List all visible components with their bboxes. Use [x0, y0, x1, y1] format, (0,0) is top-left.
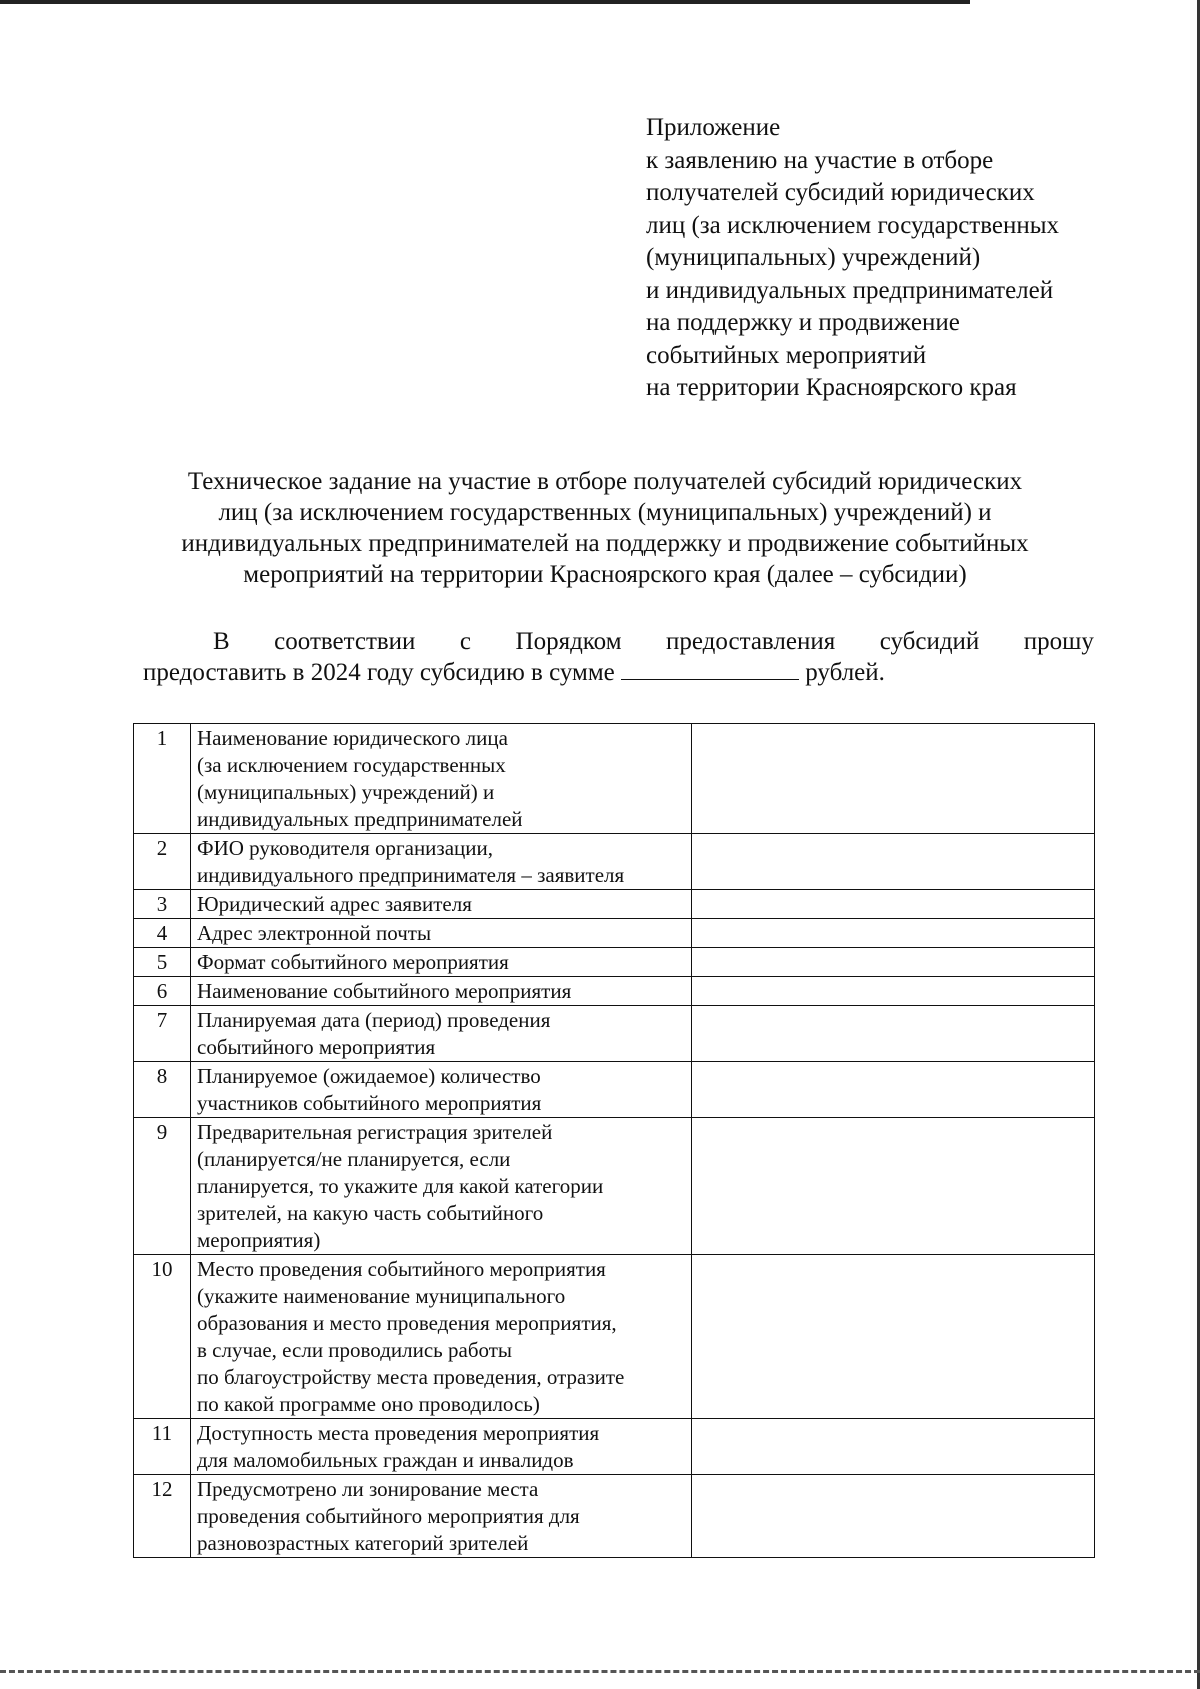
table-row — [134, 724, 1095, 834]
row-number: 5 — [134, 948, 191, 977]
row-number: 10 — [134, 1255, 191, 1419]
row-value-cell[interactable] — [692, 1475, 1095, 1558]
row-number: 9 — [134, 1118, 191, 1255]
title-line: Техническое задание на участие в отборе получателей субсидий юридических — [187, 468, 1023, 495]
request-line-2 — [143, 657, 1094, 688]
row-label: Формат событийного мероприятия — [191, 948, 692, 977]
request-word: В — [213, 628, 230, 655]
row-value-cell[interactable] — [692, 919, 1095, 948]
table-row — [134, 1475, 1095, 1558]
request-word: субсидий — [879, 628, 980, 655]
appendix-line: к заявлению на участие в отборе — [646, 146, 994, 174]
table-row — [134, 1118, 1095, 1255]
table-row — [134, 834, 1095, 890]
row-number: 2 — [134, 834, 191, 890]
row-label: Адрес электронной почты — [191, 919, 692, 948]
row-value-cell[interactable] — [692, 1118, 1095, 1255]
document-title — [130, 466, 1080, 590]
request-text-after: рублей. — [799, 659, 885, 686]
table-row — [134, 977, 1095, 1006]
row-number: 3 — [134, 890, 191, 919]
row-number: 1 — [134, 724, 191, 834]
scan-edge-bottom — [0, 1670, 1200, 1673]
row-label: Доступность места проведения мероприятия для маломобильных граждан и инвалидов — [191, 1419, 692, 1475]
title-line: мероприятий на территории Красноярского края (далее – субсидии) — [243, 561, 967, 588]
row-value-cell[interactable] — [692, 977, 1095, 1006]
row-value-cell[interactable] — [692, 1255, 1095, 1419]
row-label: Предварительная регистрация зрителей (планируется/не планируется, если планируется, то укажите для какой категории зрителей, на какую часть событийного мероприятия) — [191, 1118, 692, 1255]
appendix-line: и индивидуальных предпринимателей — [646, 276, 1054, 304]
row-value-cell[interactable] — [692, 724, 1095, 834]
request-word: предоставления — [666, 628, 836, 655]
scan-edge-top — [0, 0, 970, 4]
row-label: Наименование событийного мероприятия — [191, 977, 692, 1006]
table-row — [134, 1006, 1095, 1062]
row-value-cell[interactable] — [692, 1419, 1095, 1475]
row-label: Планируемое (ожидаемое) количество участников событийного мероприятия — [191, 1062, 692, 1118]
row-label: ФИО руководителя организации, индивидуального предпринимателя – заявителя — [191, 834, 692, 890]
row-value-cell[interactable] — [692, 834, 1095, 890]
row-label: Планируемая дата (период) проведения событийного мероприятия — [191, 1006, 692, 1062]
table-row — [134, 1419, 1095, 1475]
request-line-1 — [143, 626, 1094, 657]
row-number: 4 — [134, 919, 191, 948]
appendix-line: на территории Красноярского края — [646, 374, 1017, 401]
row-number: 7 — [134, 1006, 191, 1062]
appendix-line: Приложение — [646, 114, 781, 141]
request-word: с — [459, 628, 472, 655]
request-paragraph — [143, 626, 1094, 688]
appendix-line: событийных мероприятий — [646, 341, 927, 369]
table-row — [134, 1062, 1095, 1118]
table-row — [134, 1255, 1095, 1419]
row-label: Предусмотрено ли зонирование места проведения событийного мероприятия для разновозрастных категорий зрителей — [191, 1475, 692, 1558]
appendix-line: лиц (за исключением государственных — [646, 211, 1060, 239]
row-label: Наименование юридического лица (за исключением государственных (муниципальных) учреждений) и индивидуальных предпринимателей — [191, 724, 692, 834]
row-value-cell[interactable] — [692, 1062, 1095, 1118]
table-row — [134, 919, 1095, 948]
request-text-before: предоставить в 2024 году субсидию в сумме — [143, 659, 621, 686]
row-label: Юридический адрес заявителя — [191, 890, 692, 919]
row-label: Место проведения событийного мероприятия (укажите наименование муниципального образования и место проведения мероприятия, в случае, если проводились работы по благоустройству места проведения, отразите по какой программе оно проводилось) — [191, 1255, 692, 1419]
row-number: 11 — [134, 1419, 191, 1475]
application-table — [133, 723, 1095, 1558]
appendix-block — [646, 112, 1059, 405]
title-line: лиц (за исключением государственных (муниципальных) учреждений) и — [218, 499, 992, 526]
request-word: соответствии — [274, 628, 416, 655]
request-word: прошу — [1023, 628, 1094, 655]
appendix-line: получателей субсидий юридических — [646, 179, 1035, 206]
row-number: 8 — [134, 1062, 191, 1118]
row-number: 12 — [134, 1475, 191, 1558]
table-row — [134, 890, 1095, 919]
row-value-cell[interactable] — [692, 890, 1095, 919]
title-line: индивидуальных предпринимателей на поддержку и продвижение событийных — [181, 530, 1029, 557]
appendix-line: (муниципальных) учреждений) — [646, 244, 981, 271]
row-value-cell[interactable] — [692, 948, 1095, 977]
row-value-cell[interactable] — [692, 1006, 1095, 1062]
request-word: Порядком — [515, 628, 622, 655]
amount-blank-field[interactable] — [621, 659, 799, 680]
table-row — [134, 948, 1095, 977]
row-number: 6 — [134, 977, 191, 1006]
appendix-line: на поддержку и продвижение — [646, 309, 960, 336]
